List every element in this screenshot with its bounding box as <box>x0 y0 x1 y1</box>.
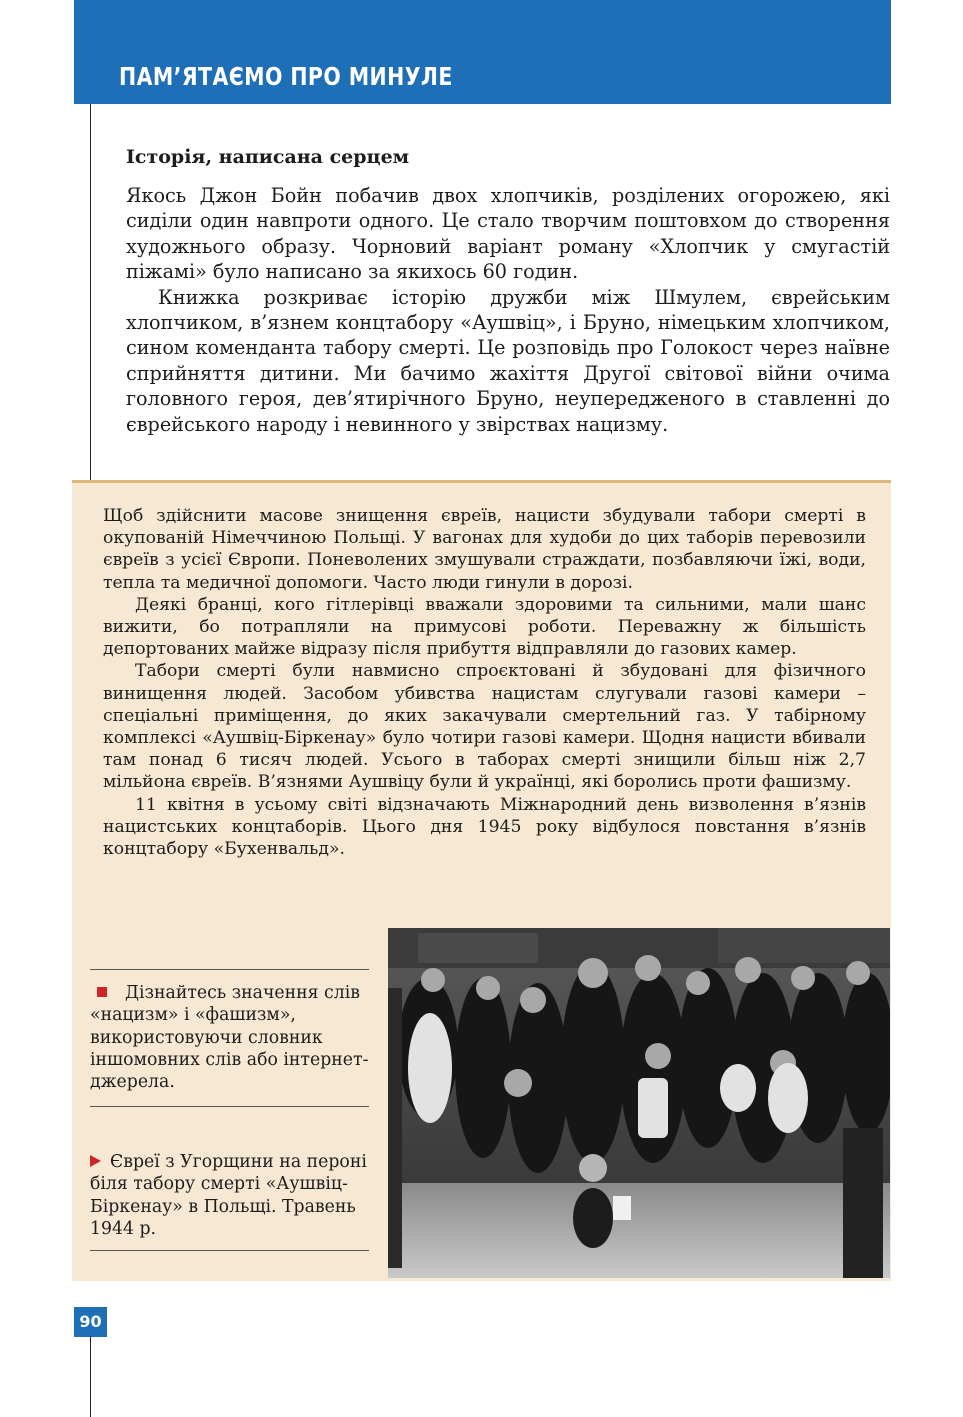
info-text <box>103 505 866 860</box>
caption-text: Євреї з Угорщини на пероні біля табору смерті «Аушвіц-Біркенау» в Польщі. Травень 1944 р. <box>90 1152 367 1239</box>
caption-bottom-rule <box>90 1250 369 1251</box>
info-paragraph-3: Табори смерті були навмисно спроєктовані й збудовані для фізичного винищення людей. Засобом убивства нацистам слугували газові камери – спеціальні приміщення, до яких закачували смертельний газ. У табірному комплексі «Аушвіц-Біркенау» було чотири газові камери. Щодня нацисти вбивали там понад 6 тисяч людей. Усього в таборах смерті знищили більш ніж 2,7 мільйона євреїв. В’язнями Аушвіцу були й українці, які боролись проти фашизму. <box>103 661 866 793</box>
section-title: Історія, написана серцем <box>126 146 410 168</box>
info-paragraph-1: Щоб здійснити масове знищення євреїв, нацисти збудували табори смерті в окупованій Німеччиною Польщі. У вагонах для худоби до цих таборів перевозили євреїв з усієї Європи. Поневолених змушували страждати, позбавляючи їжі, води, тепла та медичної допомоги. Часто люди гинули в дорозі. <box>103 506 866 593</box>
margin-rule-bottom <box>90 1336 91 1417</box>
intro-paragraph-1: Якось Джон Бойн побачив двох хлопчиків, розділених огорожею, які сиділи один навпроти одного. Це стало творчим поштовхом до створення художнього образу. Чорновий варіант роману «Хлопчик у смугастій піжамі» було написано за якихось 60 годин. <box>126 184 890 284</box>
intro-paragraph-2: Книжка розкриває історію дружби між Шмулем, єврейським хлопчиком, в’язнем концтабору «Аушвіц», і Бруно, німецьким хлопчиком, сином коменданта табору смерті. Це розповідь про Голокост через наївне сприйняття дитини. Ми бачимо жахіття Другої світової війни очима головного героя, дев’ятирічного Бруно, неупередженого в ставленні до єврейського народу і невинного у звірствах нацизму. <box>126 285 890 436</box>
info-paragraph-4: 11 квітня в усьому світі відзначають Міжнародний день визволення в’язнів нацистських концтаборів. Цього дня 1945 року відбулося повстання в’язнів концтабору «Бухенвальд». <box>103 794 866 860</box>
task-bottom-rule <box>90 1106 369 1107</box>
red-triangle-pointer-icon <box>90 1155 101 1167</box>
header-title: ПАМ’ЯТАЄМО ПРО МИНУЛЕ <box>119 62 453 91</box>
margin-rule-top <box>90 104 91 482</box>
task-block <box>90 982 372 1093</box>
page-number: 90 <box>74 1307 107 1337</box>
red-square-bullet-icon <box>97 987 107 997</box>
historical-photo <box>388 928 890 1278</box>
info-paragraph-2: Деякі бранці, кого гітлерівці вважали здоровими та сильними, мали шанс вижити, бо потрапляли на примусові роботи. Переважну ж більшість депортованих майже відразу після прибуття відправляли до газових камер. <box>103 594 866 660</box>
section-header-bar <box>74 0 891 104</box>
intro-text <box>126 183 890 437</box>
task-text: Дізнайтесь значення слів «нацизм» і «фашизм», використовуючи словник іншомовних слів або інтернет-джерела. <box>90 983 369 1093</box>
task-top-rule <box>90 969 369 970</box>
photo-caption <box>90 1151 372 1240</box>
